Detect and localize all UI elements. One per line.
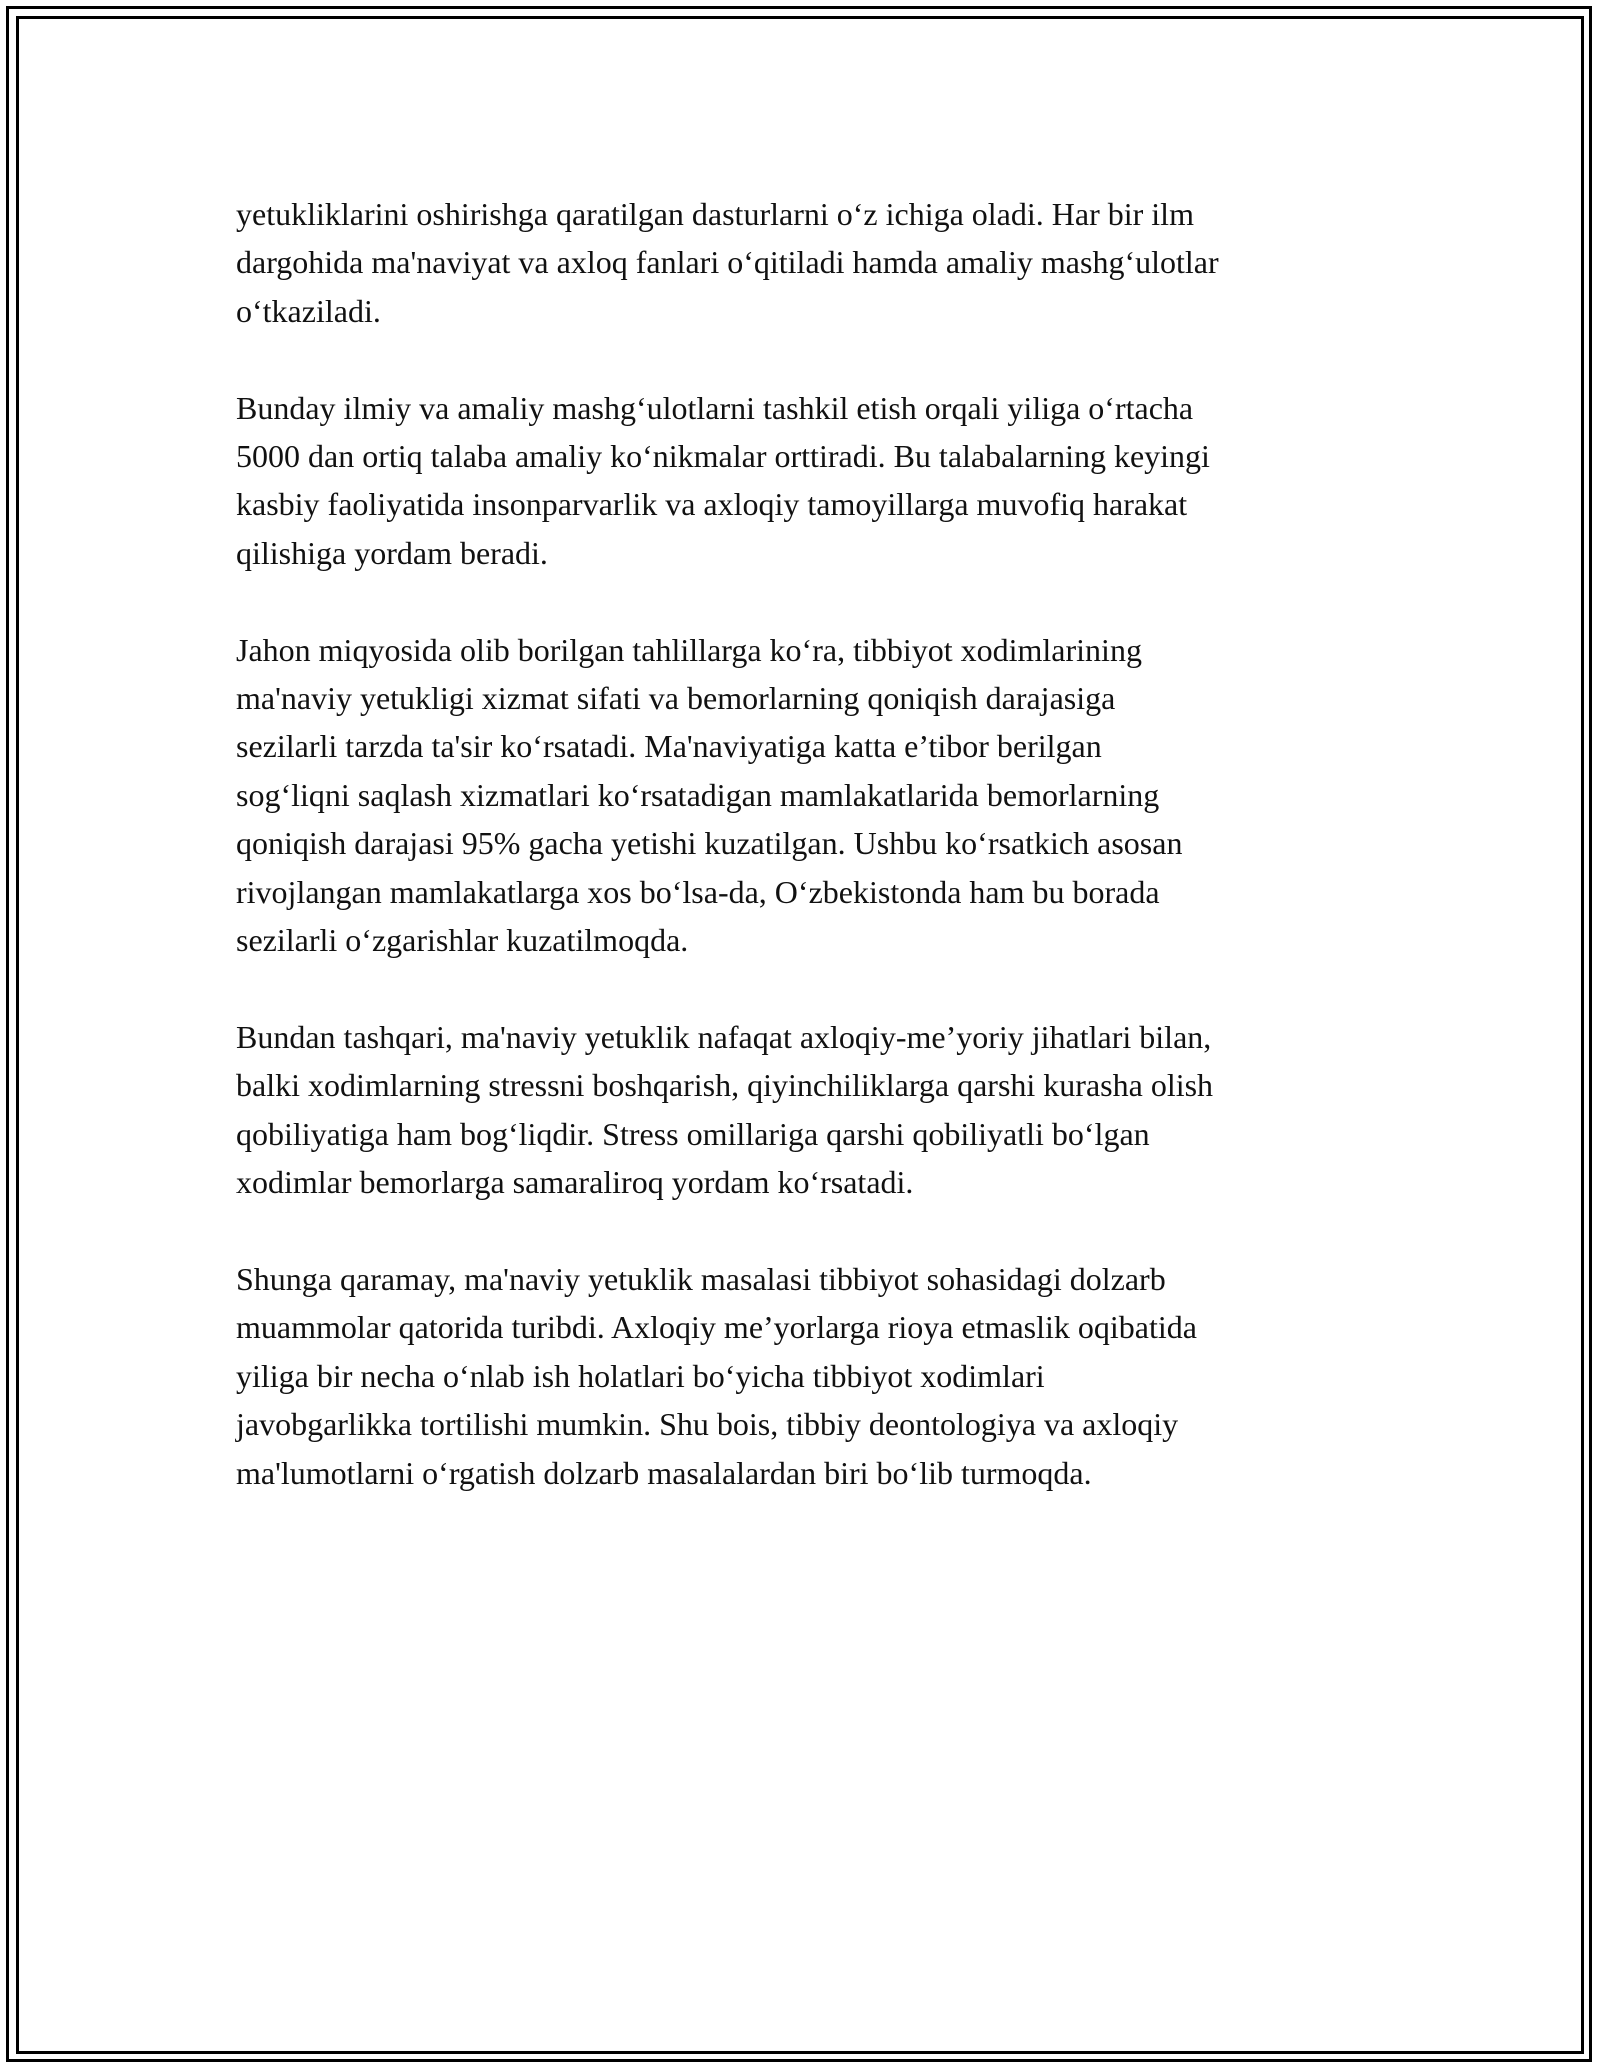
- text-line: yetukliklarini oshirishga qaratilgan dasturlarni o‘z ichiga oladi. Har bir ilm: [236, 196, 1194, 232]
- text-line: balki xodimlarning stressni boshqarish, qiyinchiliklarga qarshi kurasha olish: [236, 1067, 1214, 1104]
- text-line: Bunday ilmiy va amaliy mashg‘ulotlarni tashkil etish orqali yiliga o‘rtacha: [236, 389, 1194, 426]
- text-line: Bundan tashqari, ma'naviy yetuklik nafaqat axloqiy-me’yoriy jihatlari bilan,: [236, 1018, 1212, 1055]
- document-body: [236, 190, 1376, 1545]
- text-line: kasbiy faoliyatida insonparvarlik va axloqiy tamoyillarga muvofiq harakat: [236, 486, 1188, 523]
- paragraph-1: [236, 190, 1376, 335]
- text-line: xodimlar bemorlarga samaraliroq yordam ko‘rsatadi.: [236, 1164, 914, 1201]
- text-line: o‘tkaziladi.: [236, 292, 381, 329]
- paragraph-2: [236, 384, 1376, 578]
- text-line: Shunga qaramay, ma'naviy yetuklik masalasi tibbiyot sohasidagi dolzarb: [236, 1260, 1166, 1297]
- text-line: rivojlangan mamlakatlarga xos bo‘lsa-da, O‘zbekistonda ham bu borada: [236, 873, 1160, 910]
- text-line: sog‘liqni saqlash xizmatlari ko‘rsatadigan mamlakatlarida bemorlarning: [236, 776, 1160, 813]
- text-line: sezilarli o‘zgarishlar kuzatilmoqda.: [236, 922, 689, 959]
- text-line: yiliga bir necha o‘nlab ish holatlari bo‘yicha tibbiyot xodimlari: [236, 1357, 1045, 1394]
- text-line: javobgarlikka tortilishi mumkin. Shu bois, tibbiy deontologiya va axloqiy: [236, 1406, 1179, 1443]
- text-line: dargohida ma'naviyat va axloq fanlari o‘qitiladi hamda amaliy mashg‘ulotlar: [236, 244, 1219, 281]
- text-line: sezilarli tarzda ta'sir ko‘rsatadi. Ma'naviyatiga katta e’tibor berilgan: [236, 728, 1102, 765]
- paragraph-3: [236, 626, 1376, 965]
- text-line: qilishiga yordam beradi.: [236, 534, 548, 571]
- text-line: qobiliyatiga ham bog‘liqdir. Stress omillariga qarshi qobiliyatli bo‘lgan: [236, 1115, 1150, 1152]
- text-line: muammolar qatorida turibdi. Axloqiy me’yorlarga rioya etmaslik oqibatida: [236, 1309, 1197, 1346]
- text-line: Jahon miqyosida olib borilgan tahlillarga ko‘ra, tibbiyot xodimlarining: [236, 631, 1142, 668]
- text-line: ma'naviy yetukligi xizmat sifati va bemorlarning qoniqish darajasiga: [236, 680, 1116, 717]
- text-line: 5000 dan ortiq talaba amaliy ko‘nikmalar orttiradi. Bu talabalarning keyingi: [236, 438, 1210, 475]
- paragraph-5: [236, 1255, 1376, 1497]
- text-line: qoniqish darajasi 95% gacha yetishi kuzatilgan. Ushbu ko‘rsatkich asosan: [236, 825, 1183, 862]
- paragraph-4: [236, 1013, 1376, 1207]
- text-line: ma'lumotlarni o‘rgatish dolzarb masalalardan biri bo‘lib turmoqda.: [236, 1454, 1092, 1491]
